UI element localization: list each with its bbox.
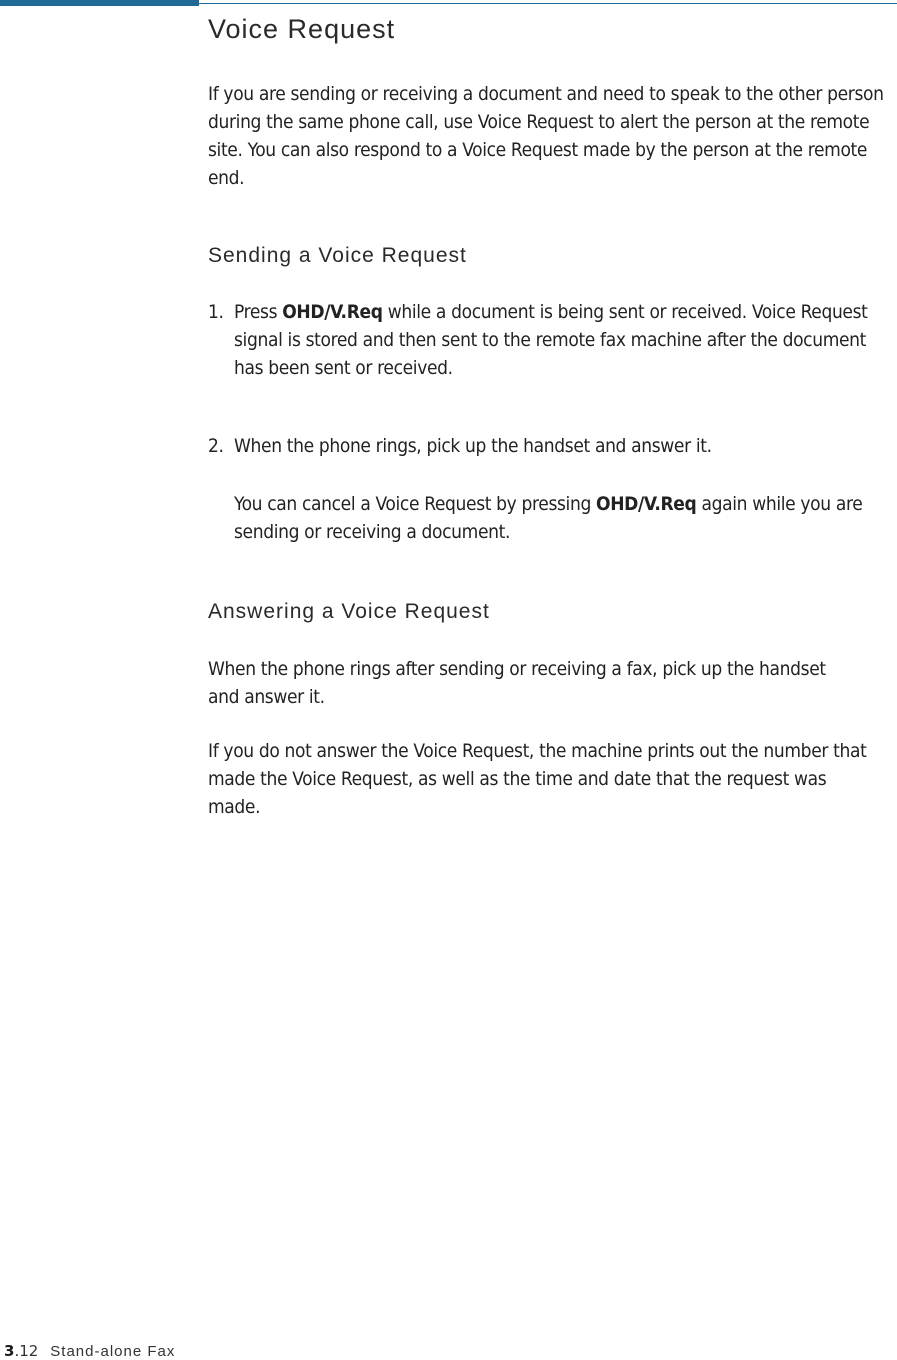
footer-chapter-number: 3	[4, 1342, 15, 1360]
footer-section-title: Stand-alone Fax	[50, 1343, 176, 1360]
cancel-note	[208, 490, 897, 546]
section-heading-answering: Answering a Voice Request	[208, 600, 490, 623]
header-rule	[199, 3, 897, 4]
step-1-text: Press OHD/V.Req while a document is being sent or received. Voice Request signal is stored and then sent to the remote fax machine after the document has been sent or received.	[234, 301, 868, 379]
answering-paragraph-1: When the phone rings after sending or receiving a fax, pick up the handset and answer it.	[208, 658, 826, 708]
intro-paragraph: If you are sending or receiving a document and need to speak to the other person during the same phone call, use Voice Request to alert the person at the remote site. You can also respond to a Voice Request made by the person at the remote end.	[208, 83, 884, 189]
footer-page-number: .12	[14, 1342, 39, 1360]
step-1	[208, 298, 897, 382]
step-2	[208, 432, 897, 460]
step-2-number: 2.	[208, 435, 224, 457]
key-ohd-vreq: OHD/V.Req	[282, 301, 383, 323]
answering-paragraph-2: If you do not answer the Voice Request, the machine prints out the number that made the Voice Request, as well as the time and date that the request was made.	[208, 740, 867, 818]
page-footer	[4, 1341, 175, 1360]
header-accent-bar	[0, 0, 199, 6]
page-title: Voice Request	[208, 14, 396, 44]
step-1-number: 1.	[208, 301, 224, 323]
section-heading-sending: Sending a Voice Request	[208, 244, 467, 267]
key-ohd-vreq: OHD/V.Req	[596, 493, 697, 515]
step-2-text: When the phone rings, pick up the handset and answer it.	[234, 435, 712, 457]
cancel-note-text: You can cancel a Voice Request by pressing OHD/V.Req again while you are sending or receiving a document.	[234, 493, 863, 543]
